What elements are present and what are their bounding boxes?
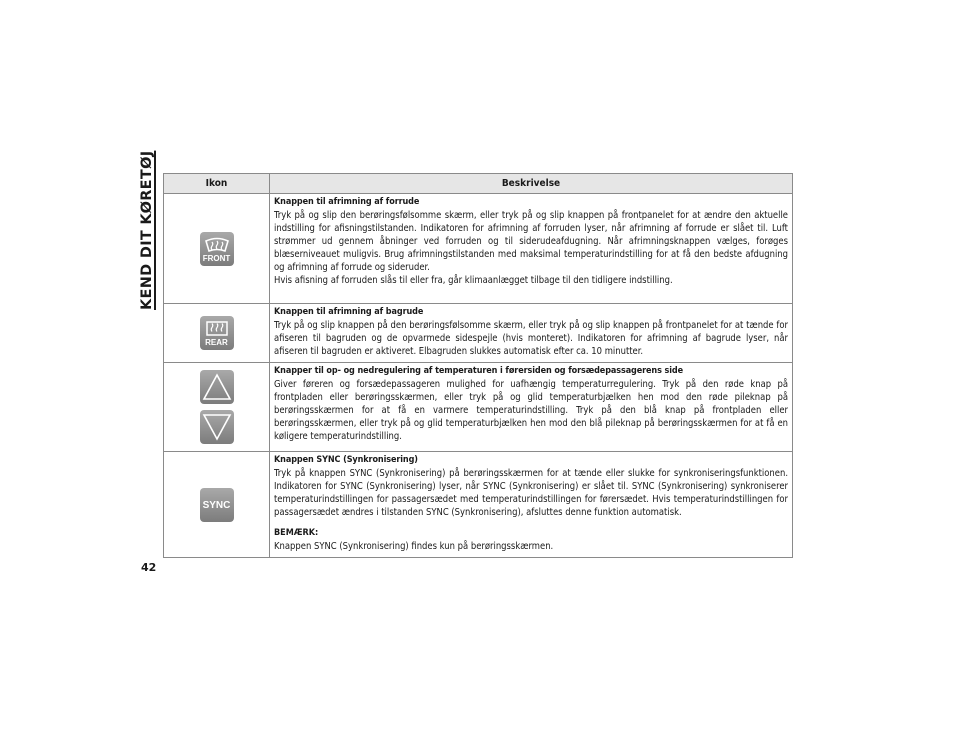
rear-defrost-icon <box>200 316 234 350</box>
description-cell <box>270 194 793 304</box>
sync-icon <box>200 488 234 522</box>
description-cell <box>270 304 793 363</box>
icon-cell <box>164 363 270 452</box>
temperature-up-icon <box>200 370 234 404</box>
table-row <box>164 363 793 452</box>
row-title: Knappen til afrimning af bagrude <box>274 307 424 317</box>
sync-label: SYNC <box>202 499 231 511</box>
section-title-text: KEND DIT KØRETØJ <box>139 150 155 310</box>
row-title: Knappen SYNC (Synkronisering) <box>274 455 418 465</box>
climate-controls-table <box>163 173 793 558</box>
table-row <box>164 304 793 363</box>
front-label: FRONT <box>202 253 231 263</box>
row-title: Knapper til op- og nedregulering af temperaturen i førersiden og forsædepassagerens side <box>274 366 684 376</box>
column-header-description: Beskrivelse <box>270 174 793 194</box>
table-row <box>164 452 793 558</box>
description-cell <box>270 452 793 558</box>
column-header-icon: Ikon <box>164 174 270 194</box>
icon-cell <box>164 452 270 558</box>
row-text-2: Hvis afisning af forruden slås til eller fra, går klimaanlægget tilbage til den tidligere indstilling. <box>274 275 673 286</box>
row-title: Knappen til afrimning af forrude <box>274 197 420 207</box>
front-defrost-icon <box>200 232 234 266</box>
row-text: Tryk på og slip den berøringsfølsomme skærm, eller tryk på og slip knappen på frontpanelet for at ændre den aktuelle indstilling for afisningstilstanden. Indikatoren for afrimning af forruden lyser, når afrimning af forrude er slået til. Luft strømmer ud gennem åbninger ved forruden og til siderudeafdugning. Når afrimningsknappen vælges, forøges blæserniveauet muligvis. Brug afrimningstilstanden med maksimal temperaturindstilling for at få den bedste afdugning og afrimning af forrude og sideruder. <box>274 210 788 273</box>
description-cell <box>270 363 793 452</box>
page-number: 42 <box>141 561 157 574</box>
temperature-down-icon <box>200 410 234 444</box>
row-text: Tryk på knappen SYNC (Synkronisering) på berøringsskærmen for at tænde eller slukke for synkroniseringsfunktionen. Indikatoren for SYNC (Synkronisering) lyser, når SYNC (Synkronisering) er slået til. SYNC (Synkronisering) synkroniserer temperaturindstillingen for passagersædet med temperaturindstillingen for førersædet. Hvis temperaturindstillingen for passagersædet ændres i tilstanden SYNC (Synkronisering), afsluttes denne funktion automatisk. <box>274 468 788 518</box>
row-text: Giver føreren og forsædepassageren mulighed for uafhængig temperaturregulering. Tryk på den røde knap på frontpladen eller berøringsskærmen, eller tryk på og glid temperaturbjælken hen mod den røde pileknap på berøringsskærmen for at få en varmere temperaturindstilling. Tryk på den blå knap på frontpladen eller berøringsskærmen, eller tryk på og glid temperaturbjælken hen mod den blå pileknap på berøringsskærmen for at få en køligere temperaturindstilling. <box>274 379 788 442</box>
note-text: Knappen SYNC (Synkronisering) findes kun på berøringsskærmen. <box>274 541 554 552</box>
row-text: Tryk på og slip knappen på den berøringsfølsomme skærm, eller tryk på og slip knappen på frontpanelet for at tænde for afiseren til bagruden og de opvarmede sidespejle (hvis monteret). Indikatoren for afrimning af bagrude lyser, når afiseren til bagruden er aktiveret. Elbagruden slukkes automatisk efter ca. 10 minutter. <box>274 320 788 357</box>
note-label: BEMÆRK: <box>274 528 319 538</box>
section-title <box>137 150 159 312</box>
table-header-row <box>164 174 793 194</box>
icon-cell <box>164 194 270 304</box>
icon-cell <box>164 304 270 363</box>
rear-label: REAR <box>205 338 228 347</box>
table-row <box>164 194 793 304</box>
